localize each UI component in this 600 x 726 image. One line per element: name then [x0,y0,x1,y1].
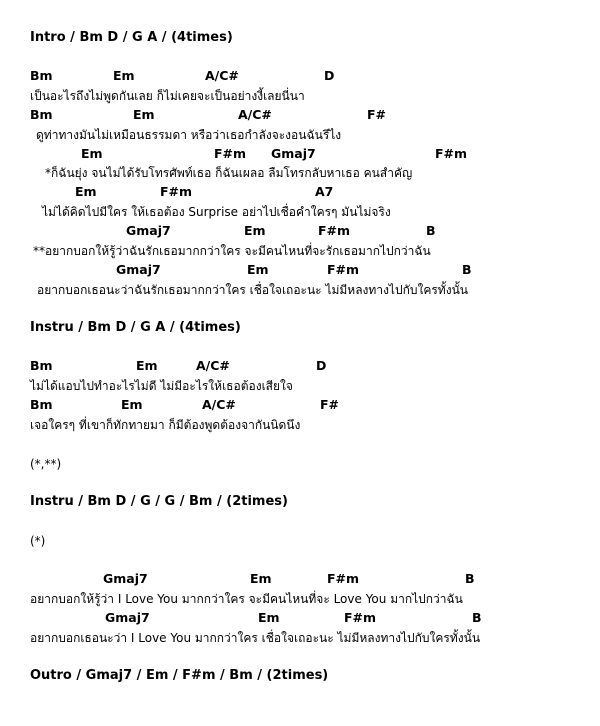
instru-line: Instru / Bm D / G / G / Bm / (2times) [30,494,288,509]
lyric-line: ไม่ได้แอบไปทำอะไรไม่ดี ไม่มีอะไรให้เธอต้องเสียใจ [30,379,293,393]
chord: A/C# [196,358,230,373]
chord: D [324,68,335,83]
lyric-line: *ก็ฉันยุ่ง จนไม่ได้รับโทรศัพท์เธอ ก็ฉันเผลอ ลืมโทรกลับหาเธอ คนสำคัญ [45,166,413,180]
chord: B [465,571,475,586]
chord: Bm [30,358,53,373]
repeat-marker: (*) [30,534,46,548]
chord: A/C# [202,397,236,412]
chord: B [462,262,472,277]
lyric-line: เป็นอะไรถึงไม่พูดกันเลย ก็ไม่เคยจะเป็นอย่างงี้เลยนี่นา [30,89,305,103]
chord: F#m [327,571,360,586]
chord: Em [121,397,143,412]
chord: F#m [214,146,247,161]
chord: Bm [30,107,53,122]
chord: B [426,223,436,238]
chord: Bm [30,397,53,412]
chord: Em [133,107,155,122]
chord: Em [250,571,272,586]
chord: Em [258,610,280,625]
chord: Em [113,68,135,83]
chord: Bm [30,68,53,83]
chord: F#m [327,262,360,277]
chord: Em [247,262,269,277]
chord: F#m [435,146,468,161]
chord: B [472,610,482,625]
chord: F#m [344,610,377,625]
chord: F# [320,397,340,412]
chord: Em [136,358,158,373]
lyric-line: อยากบอกเธอนะว่า I Love You มากกว่าใคร เชื่อใจเถอะนะ ไม่มีหลงทางไปกับใครทั้งนั้น [30,631,481,645]
chord: D [316,358,327,373]
outro-line: Outro / Gmaj7 / Em / F#m / Bm / (2times) [30,668,329,683]
instru-line: Instru / Bm D / G A / (4times) [30,320,241,335]
chord: A/C# [205,68,239,83]
chord: Em [81,146,103,161]
intro-line: Intro / Bm D / G A / (4times) [30,30,233,45]
lyric-line: **อยากบอกให้รู้ว่าฉันรักเธอมากกว่าใคร จะมีคนไหนที่จะรักเธอมากไปกว่าฉัน [33,244,431,258]
chord: Gmaj7 [271,146,316,161]
chord: Gmaj7 [105,610,150,625]
chord: A7 [315,184,334,199]
chord: F#m [160,184,193,199]
lyric-line: ไม่ได้คิดไปมีใคร ให้เธอต้อง Surprise อย่าไปเชื่อคำใครๆ มันไม่จริง [42,205,391,219]
chord: A/C# [238,107,272,122]
chord: F# [367,107,387,122]
chord: Em [75,184,97,199]
lyric-line: ดูท่าทางมันไม่เหมือนธรรมดา หรือว่าเธอกำลังจะงอนฉันรึไง [36,128,342,142]
repeat-marker: (*,**) [30,457,62,471]
lyric-line: เจอใครๆ ที่เขาก็ทักทายมา ก็มีต้องพูดต้องจากันนิดนึง [30,418,301,432]
chord: Gmaj7 [116,262,161,277]
lyric-line: อยากบอกให้รู้ว่า I Love You มากกว่าใคร จะมีคนไหนที่จะ Love You มากไปกว่าฉัน [30,592,463,606]
chord: Em [244,223,266,238]
chord: Gmaj7 [103,571,148,586]
chord: Gmaj7 [126,223,171,238]
lyric-line: อยากบอกเธอนะว่าฉันรักเธอมากกว่าใคร เชื่อใจเถอะนะ ไม่มีหลงทางไปกับใครทั้งนั้น [37,283,468,297]
chord: F#m [318,223,351,238]
